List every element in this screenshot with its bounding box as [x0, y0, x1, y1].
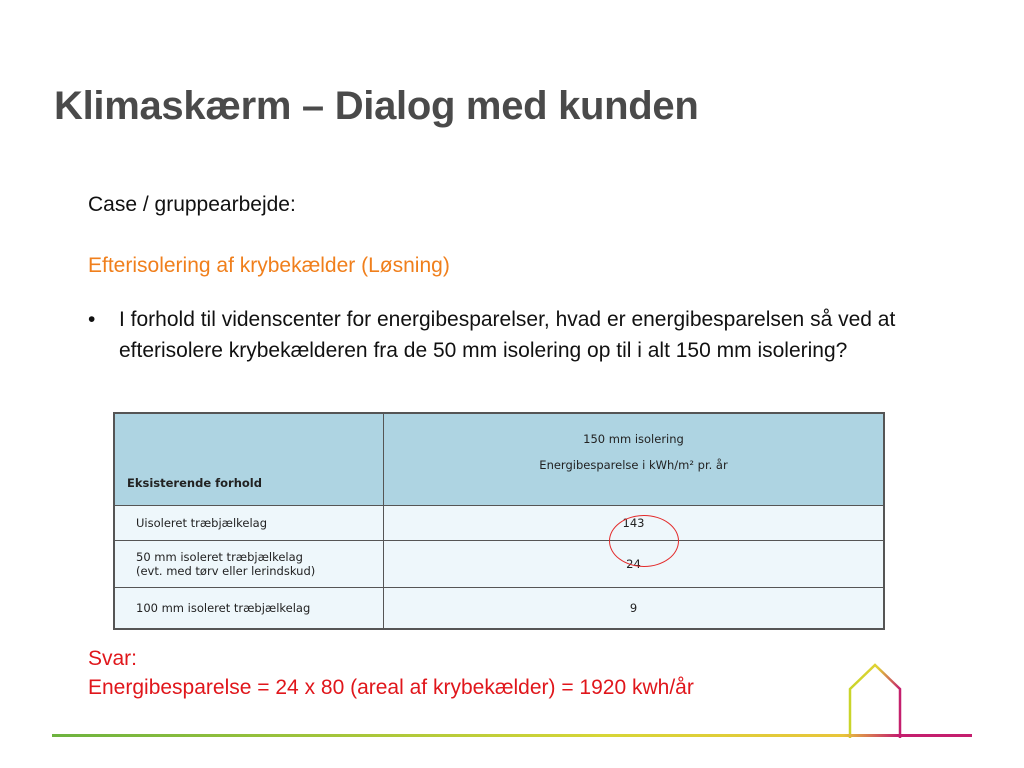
case-label: Case / gruppearbejde: — [88, 193, 296, 216]
bullet-text: I forhold til videnscenter for energibesparelser, hvad er energibesparelsen så ved at efterisolere krybekælderen fra de 50 mm isolering op til i alt 150 mm isolering? — [119, 308, 896, 362]
header-savings — [384, 413, 885, 506]
header-savings-unit: Energibesparelse i kWh/m² pr. år — [539, 458, 728, 472]
row-label — [114, 506, 384, 541]
row-label-line1: Uisoleret træbjælkelag — [136, 516, 268, 530]
footer-rule — [52, 733, 972, 739]
row-label-line1: 50 mm isoleret træbjælkelag — [136, 550, 303, 564]
row-label — [114, 541, 384, 588]
table-header-row — [114, 413, 884, 506]
row-label — [114, 588, 384, 630]
row-value: 9 — [384, 588, 885, 630]
table-row — [114, 506, 884, 541]
bullet-question — [88, 304, 948, 366]
header-existing-conditions: Eksisterende forhold — [114, 413, 384, 506]
header-insulation-150: 150 mm isolering — [583, 432, 684, 446]
savings-table — [113, 412, 885, 630]
row-value: 143 — [384, 506, 885, 541]
table-row — [114, 588, 884, 630]
row-label-line2: (evt. med tørv eller lerindskud) — [136, 564, 316, 578]
house-logo-icon — [845, 662, 975, 742]
bullet-marker: • — [88, 308, 96, 331]
answer-text: Energibesparelse = 24 x 80 (areal af krybekælder) = 1920 kwh/år — [88, 676, 694, 699]
table-row — [114, 541, 884, 588]
slide-title: Klimaskærm – Dialog med kunden — [54, 84, 699, 128]
row-value: 24 — [384, 541, 885, 588]
row-label-line1: 100 mm isoleret træbjælkelag — [136, 601, 311, 615]
answer-label: Svar: — [88, 647, 138, 670]
answer-block — [88, 644, 694, 702]
case-subtitle: Efterisolering af krybekælder (Løsning) — [88, 254, 450, 277]
highlight-circle — [609, 515, 679, 567]
